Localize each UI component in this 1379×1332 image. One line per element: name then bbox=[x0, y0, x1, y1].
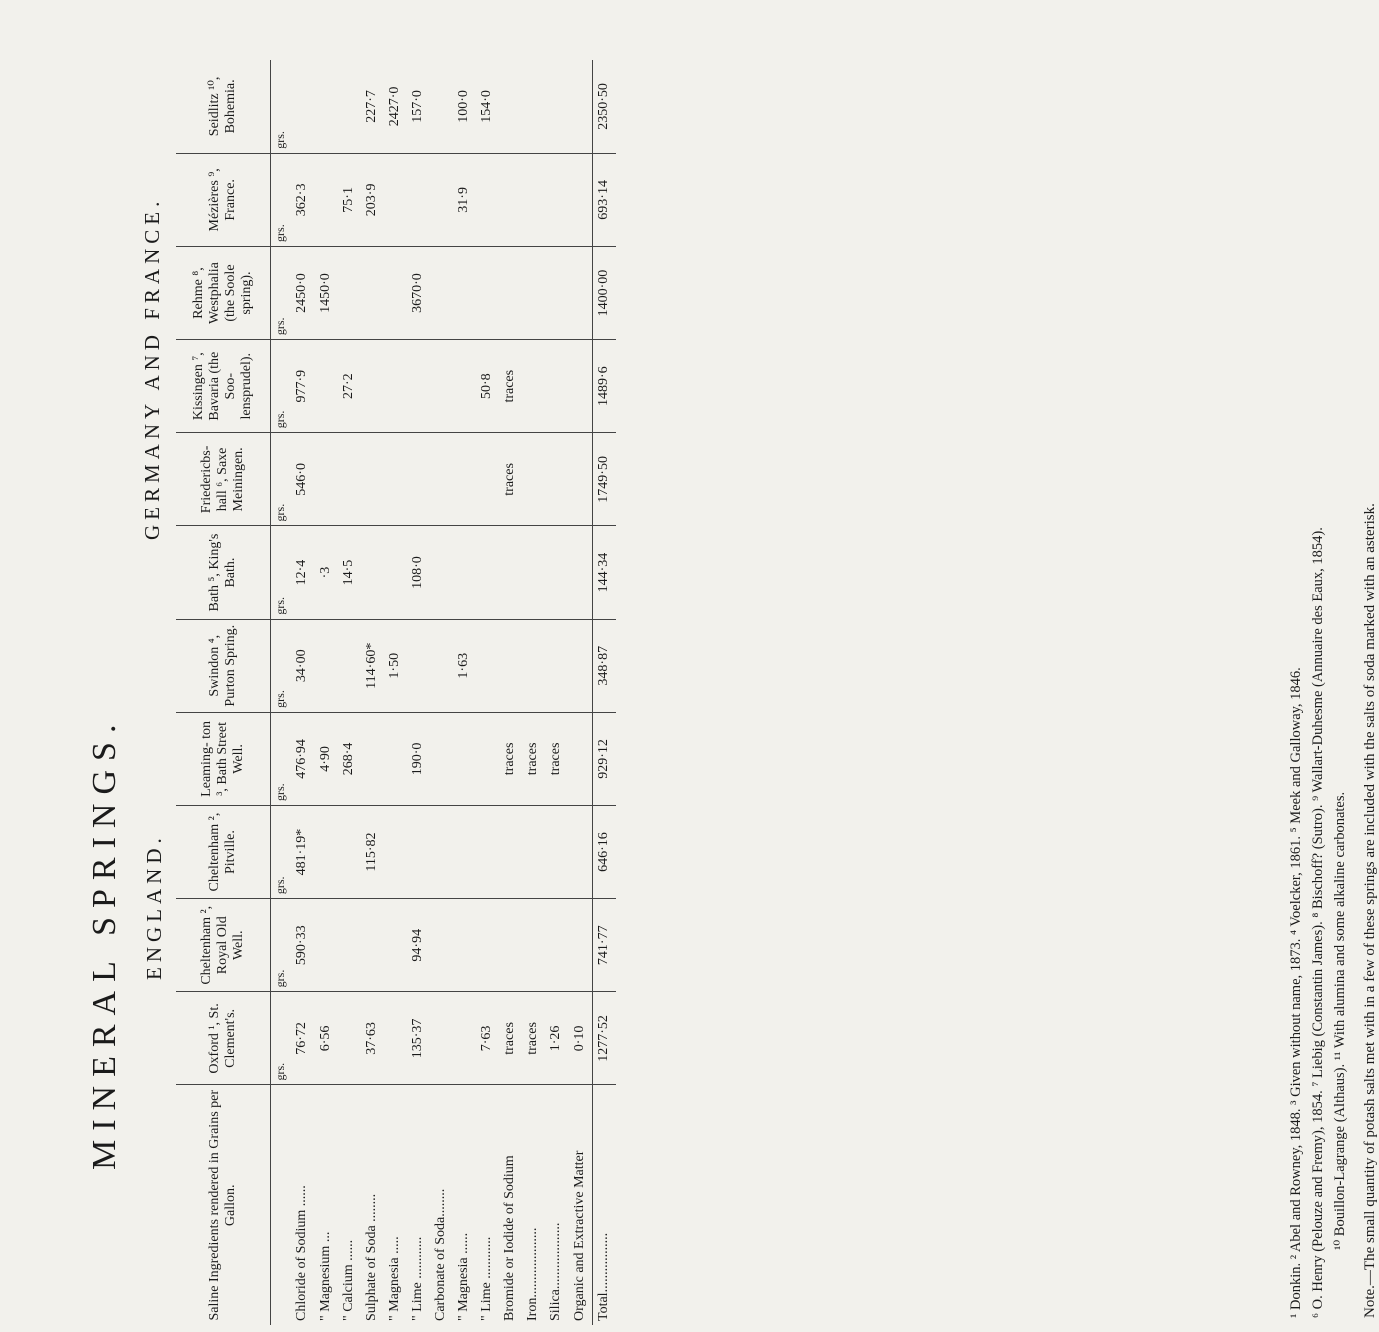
table-cell bbox=[499, 805, 522, 898]
table-cell bbox=[545, 340, 568, 433]
units-label: grs. bbox=[273, 503, 287, 522]
table-cell bbox=[361, 433, 384, 526]
table-cell: traces bbox=[545, 712, 568, 805]
table-cell bbox=[545, 899, 568, 992]
table-cell bbox=[499, 60, 522, 153]
table-cell bbox=[430, 712, 453, 805]
units-label: grs. bbox=[273, 224, 287, 242]
table-cell: 977·9 bbox=[291, 340, 314, 433]
table-cell: 94·94 bbox=[407, 899, 430, 992]
units-label: grs. bbox=[273, 783, 287, 801]
table-cell bbox=[338, 899, 361, 992]
section-title-england: ENGLAND. bbox=[142, 833, 166, 980]
table-cell: traces bbox=[522, 712, 545, 805]
ingredient-label: " Magnesia ..... bbox=[386, 1236, 402, 1321]
table-cell: 190·0 bbox=[407, 712, 430, 805]
ingredient-label: Organic and Extractive Matter bbox=[571, 1150, 587, 1321]
table-cell bbox=[384, 526, 407, 619]
table-cell bbox=[407, 619, 430, 712]
table-cell: 1·50 bbox=[384, 619, 407, 712]
table-cell bbox=[545, 619, 568, 712]
footnote-line-3: ¹⁰ Bouillon-Lagrange (Althaus). ¹¹ With alumina and some alkaline carbonates. bbox=[1332, 791, 1348, 1250]
table-cell: 6·56 bbox=[315, 992, 338, 1085]
table-cell: 37·63 bbox=[361, 992, 384, 1085]
table-cell bbox=[545, 433, 568, 526]
table-row bbox=[291, 60, 314, 1325]
column-header-spring: Cheltenham ², Pitville. bbox=[176, 805, 271, 898]
table-cell bbox=[569, 805, 593, 898]
table-cell bbox=[522, 433, 545, 526]
units-label: grs. bbox=[273, 596, 287, 615]
table-cell bbox=[569, 433, 593, 526]
table-cell bbox=[407, 805, 430, 898]
table-cell bbox=[522, 899, 545, 992]
table-cell: 546·0 bbox=[291, 433, 314, 526]
table-cell bbox=[569, 340, 593, 433]
table-cell bbox=[569, 899, 593, 992]
page-heading bbox=[0, 0, 200, 1332]
table-cell: 476·94 bbox=[291, 712, 314, 805]
table-row bbox=[569, 60, 593, 1325]
column-header-spring: Friedericbs- hall ⁶, Saxe Meiningen. bbox=[176, 433, 271, 526]
table-cell bbox=[315, 433, 338, 526]
table-cell: 115·82 bbox=[361, 805, 384, 898]
total-row bbox=[592, 60, 616, 1325]
table-cell bbox=[522, 153, 545, 246]
table-row bbox=[315, 60, 338, 1325]
table-cell: 2427·0 bbox=[384, 60, 407, 153]
ingredient-label: Chloride of Sodium ...... bbox=[294, 1185, 310, 1321]
table-cell: traces bbox=[499, 340, 522, 433]
table-cell bbox=[384, 153, 407, 246]
mineral-analysis-table bbox=[176, 60, 616, 1325]
units-label: grs. bbox=[273, 410, 287, 429]
ingredient-label: " Magnesium ... bbox=[317, 1231, 333, 1321]
ingredient-label: Iron.................... bbox=[525, 1227, 541, 1321]
footnote-note: Note.—The small quantity of potash salts met with in a few of these springs are included with the salts of soda marked with an asterisk. bbox=[1362, 503, 1378, 1318]
table-cell bbox=[453, 433, 476, 526]
table-cell bbox=[338, 992, 361, 1085]
table-cell: traces bbox=[499, 433, 522, 526]
table-cell bbox=[384, 246, 407, 339]
ingredient-label: Silica................... bbox=[548, 1222, 564, 1321]
table-cell bbox=[430, 992, 453, 1085]
total-cell: 348·87 bbox=[592, 619, 616, 712]
table-cell: 362·3 bbox=[291, 153, 314, 246]
table-cell bbox=[430, 340, 453, 433]
total-cell: 144·34 bbox=[592, 526, 616, 619]
table-cell: 0·10 bbox=[569, 992, 593, 1085]
total-label: Total................. bbox=[592, 1085, 616, 1325]
table-row bbox=[499, 60, 522, 1325]
column-header-spring: Cheltenham ², Royal Old Well. bbox=[176, 899, 271, 992]
table-cell bbox=[453, 992, 476, 1085]
table-cell bbox=[453, 340, 476, 433]
table-cell bbox=[453, 712, 476, 805]
column-header-spring: Seidlitz ¹⁰, Bohemia. bbox=[176, 60, 271, 153]
table-cell: 1450·0 bbox=[315, 246, 338, 339]
table-cell bbox=[476, 619, 499, 712]
table-cell bbox=[430, 619, 453, 712]
table-cell: 7·63 bbox=[476, 992, 499, 1085]
table-cell bbox=[545, 805, 568, 898]
table-cell: traces bbox=[499, 992, 522, 1085]
table-cell bbox=[453, 246, 476, 339]
table-cell bbox=[338, 805, 361, 898]
table-cell bbox=[476, 433, 499, 526]
table-cell bbox=[361, 712, 384, 805]
table-cell bbox=[476, 153, 499, 246]
ingredient-label: " Magnesia ...... bbox=[456, 1232, 472, 1321]
table-cell bbox=[384, 805, 407, 898]
table-cell bbox=[522, 805, 545, 898]
total-cell: 1400·00 bbox=[592, 246, 616, 339]
table-cell bbox=[361, 246, 384, 339]
table-cell bbox=[384, 899, 407, 992]
units-row bbox=[271, 60, 292, 1325]
table-cell: 157·0 bbox=[407, 60, 430, 153]
table-cell: 3670·0 bbox=[407, 246, 430, 339]
table-row bbox=[476, 60, 499, 1325]
column-header-spring: Rehme ⁸, Westphalia (the Soole spring). bbox=[176, 246, 271, 339]
table-cell: 34·00 bbox=[291, 619, 314, 712]
table-cell bbox=[315, 340, 338, 433]
table-cell bbox=[476, 712, 499, 805]
table-cell bbox=[315, 153, 338, 246]
total-cell: 929·12 bbox=[592, 712, 616, 805]
table-cell: 76·72 bbox=[291, 992, 314, 1085]
column-header-spring: Swindon ⁴, Purton Spring. bbox=[176, 619, 271, 712]
table-cell bbox=[384, 712, 407, 805]
table-cell bbox=[545, 60, 568, 153]
table-cell: 590·33 bbox=[291, 899, 314, 992]
table-cell bbox=[315, 899, 338, 992]
table-cell bbox=[361, 526, 384, 619]
total-cell: 693·14 bbox=[592, 153, 616, 246]
column-header-ingredients: Saline Ingredients rendered in Grains per Gallon. bbox=[176, 1085, 271, 1325]
ingredient-label: " Lime ............ bbox=[409, 1236, 425, 1321]
units-label: grs. bbox=[273, 690, 287, 708]
table-cell: 154·0 bbox=[476, 60, 499, 153]
table-cell: 268·4 bbox=[338, 712, 361, 805]
table-cell bbox=[453, 805, 476, 898]
table-cell: traces bbox=[499, 712, 522, 805]
table-cell bbox=[499, 899, 522, 992]
table-cell bbox=[361, 899, 384, 992]
ingredient-label: Bromide or Iodide of Sodium bbox=[502, 1155, 518, 1321]
total-cell: 646·16 bbox=[592, 805, 616, 898]
table-cell: 135·37 bbox=[407, 992, 430, 1085]
ingredient-label: Carbonate of Soda........ bbox=[433, 1188, 449, 1321]
table-cell bbox=[338, 246, 361, 339]
table-cell bbox=[569, 153, 593, 246]
section-title-germany-france: GERMANY AND FRANCE. bbox=[140, 196, 164, 540]
table-cell bbox=[430, 899, 453, 992]
table-cell: 2450·0 bbox=[291, 246, 314, 339]
table-cell bbox=[338, 433, 361, 526]
table-cell bbox=[407, 433, 430, 526]
table-cell bbox=[430, 805, 453, 898]
table-cell bbox=[522, 60, 545, 153]
table-cell bbox=[522, 619, 545, 712]
table-cell bbox=[545, 246, 568, 339]
table-cell bbox=[453, 526, 476, 619]
table-cell bbox=[569, 712, 593, 805]
footnotes bbox=[640, 0, 1378, 1332]
table-cell: 31·9 bbox=[453, 153, 476, 246]
table-row bbox=[338, 60, 361, 1325]
units-label: grs. bbox=[273, 317, 287, 336]
units-label: grs. bbox=[273, 876, 287, 895]
table-cell bbox=[522, 526, 545, 619]
table-cell bbox=[384, 433, 407, 526]
footnote-line-1: ¹ Donkin. ² Abel and Rowney, 1848. ³ Given without name, 1873. ⁴ Voelcker, 1861. ⁵ Meek and Galloway, 1846. bbox=[1288, 667, 1304, 1318]
table-cell bbox=[476, 526, 499, 619]
total-cell: 1489·6 bbox=[592, 340, 616, 433]
footnote-line-2: ⁶ O. Henry (Pelouze and Fremy), 1854. ⁷ Liebig (Constantin James). ⁸ Bischoff? (Sutro). ⁹ Wallart-Duhesme (Annuaire des Eaux, 1854). bbox=[1310, 527, 1326, 1318]
table-cell bbox=[315, 60, 338, 153]
table-cell bbox=[569, 246, 593, 339]
table-row bbox=[361, 60, 384, 1325]
table-cell bbox=[569, 619, 593, 712]
total-cell: 2350·50 bbox=[592, 60, 616, 153]
table-cell bbox=[291, 60, 314, 153]
table-cell: ·3 bbox=[315, 526, 338, 619]
table-body bbox=[271, 60, 617, 1325]
table-cell bbox=[499, 526, 522, 619]
table-row bbox=[407, 60, 430, 1325]
ingredient-label: " Lime ............ bbox=[479, 1236, 495, 1321]
table-cell bbox=[315, 805, 338, 898]
column-header-spring: Leaming- ton ³, Bath Street Well. bbox=[176, 712, 271, 805]
table-cell bbox=[407, 340, 430, 433]
table-cell bbox=[430, 526, 453, 619]
table-cell bbox=[476, 899, 499, 992]
table-cell: 14·5 bbox=[338, 526, 361, 619]
table-row bbox=[430, 60, 453, 1325]
table-cell bbox=[499, 153, 522, 246]
table-cell bbox=[338, 619, 361, 712]
table-cell bbox=[499, 246, 522, 339]
table-cell bbox=[522, 246, 545, 339]
table-cell bbox=[430, 153, 453, 246]
table-cell bbox=[338, 60, 361, 153]
table-cell bbox=[476, 246, 499, 339]
table-cell: 203·9 bbox=[361, 153, 384, 246]
table-row bbox=[545, 60, 568, 1325]
table-cell bbox=[476, 805, 499, 898]
table-cell: 12·4 bbox=[291, 526, 314, 619]
table-cell bbox=[545, 153, 568, 246]
table-cell bbox=[569, 60, 593, 153]
table-cell: 4·90 bbox=[315, 712, 338, 805]
table-cell bbox=[430, 60, 453, 153]
table-cell bbox=[545, 526, 568, 619]
ingredient-label: " Calcium ...... bbox=[340, 1239, 356, 1321]
table-cell: 114·60* bbox=[361, 619, 384, 712]
total-cell: 1749·50 bbox=[592, 433, 616, 526]
table-cell: 50·8 bbox=[476, 340, 499, 433]
table-cell bbox=[361, 340, 384, 433]
table-row bbox=[453, 60, 476, 1325]
column-header-spring: Bath ⁵, King's Bath. bbox=[176, 526, 271, 619]
table-cell bbox=[407, 153, 430, 246]
column-header-spring: Mézières ⁹, France. bbox=[176, 153, 271, 246]
table-cell bbox=[569, 526, 593, 619]
table-cell bbox=[522, 340, 545, 433]
ingredient-label: Sulphate of Soda ........ bbox=[363, 1193, 379, 1321]
table-cell: traces bbox=[522, 992, 545, 1085]
table-cell bbox=[499, 619, 522, 712]
table-cell bbox=[430, 246, 453, 339]
table-cell bbox=[384, 992, 407, 1085]
table-header-row bbox=[176, 60, 271, 1325]
column-header-spring: Kissingen ⁷, Bavaria (the Soo- lensprudel). bbox=[176, 340, 271, 433]
table-cell: 75·1 bbox=[338, 153, 361, 246]
table-cell: 108·0 bbox=[407, 526, 430, 619]
table-cell: 1·26 bbox=[545, 992, 568, 1085]
total-cell: 1277·52 bbox=[592, 992, 616, 1085]
table-cell: 27·2 bbox=[338, 340, 361, 433]
table-cell bbox=[430, 433, 453, 526]
units-label: grs. bbox=[273, 1062, 287, 1081]
units-label: grs. bbox=[273, 969, 287, 988]
table-cell bbox=[453, 899, 476, 992]
table-row bbox=[384, 60, 407, 1325]
total-cell: 741·77 bbox=[592, 899, 616, 992]
table-row bbox=[522, 60, 545, 1325]
table-cell: 481·19* bbox=[291, 805, 314, 898]
table-cell bbox=[315, 619, 338, 712]
page-title: MINERAL SPRINGS. bbox=[86, 715, 123, 1170]
table-cell bbox=[384, 340, 407, 433]
table-cell: 100·0 bbox=[453, 60, 476, 153]
table-cell: 1·63 bbox=[453, 619, 476, 712]
table-cell: 227·7 bbox=[361, 60, 384, 153]
analysis-table-wrapper bbox=[176, 60, 636, 1325]
column-header-spring: Oxford ¹, St. Clement's. bbox=[176, 992, 271, 1085]
units-label: grs. bbox=[273, 131, 287, 149]
